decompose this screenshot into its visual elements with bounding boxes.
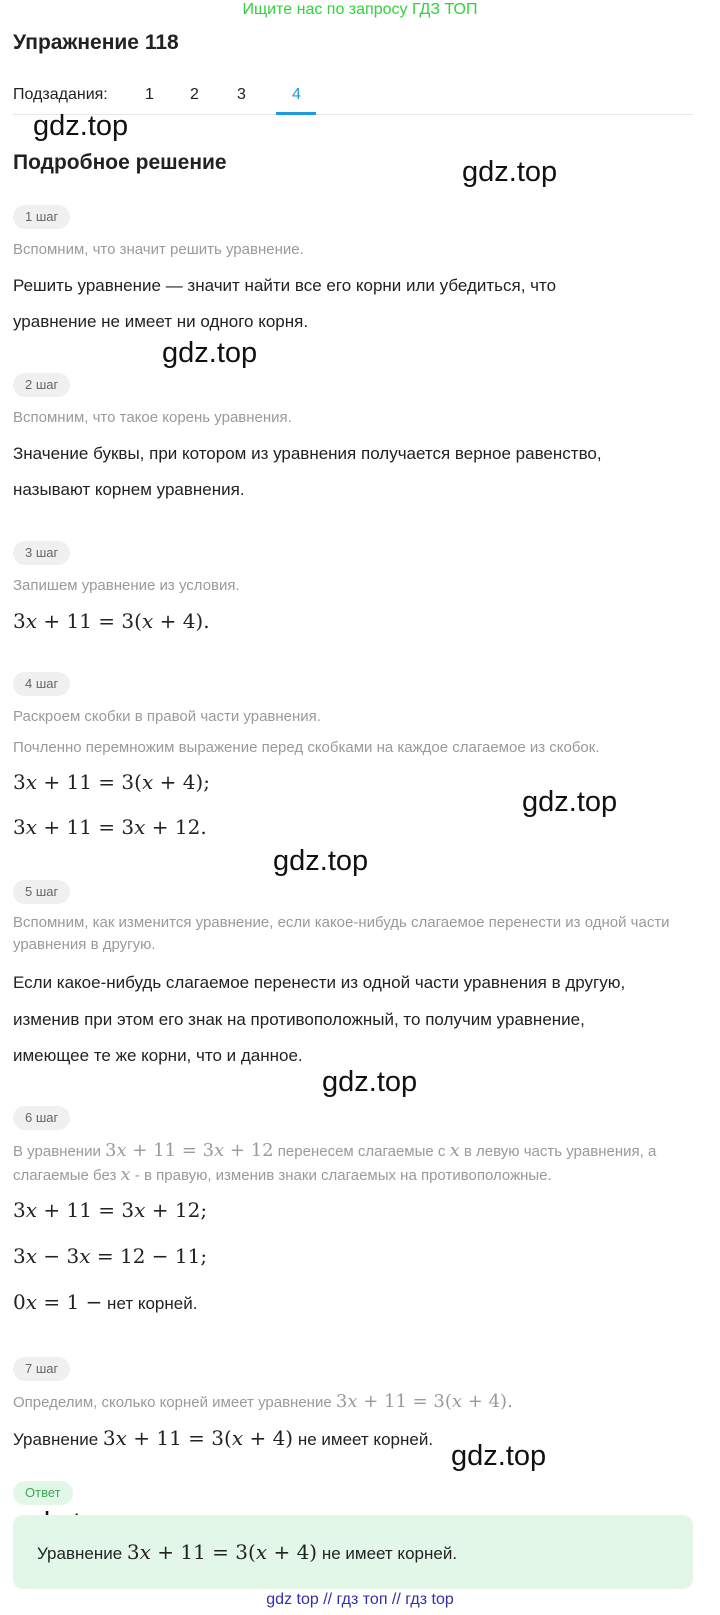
active-tab-indicator [276,112,316,115]
step-text: изменив при этом его знак на противоположный, то получим уравнение, [13,1010,585,1029]
step-hint [13,1140,656,1161]
inline-math: 3x + 11 = 3x + 12 [105,1140,274,1161]
page-title: Упражнение 118 [13,31,179,54]
step-hint: Запишем уравнение из условия. [13,577,240,594]
inline-math: x [120,1164,131,1185]
step-badge: 3 шаг [13,541,70,565]
math-line: 3x + 11 = 3x + 12; [13,1198,208,1222]
footer-links[interactable]: gdz top // гдз топ // гдз top [266,1591,454,1608]
step-text: называют корнем уравнения. [13,480,245,499]
text-part: Уравнение [37,1544,127,1563]
step-text [13,1426,433,1450]
math-comment: нет корней. [102,1294,198,1313]
math-line: 3x + 11 = 3(x + 4); [13,770,210,794]
math-line: 3x − 3x = 12 − 11; [13,1244,208,1268]
inline-math: 3x + 11 = 3(x + 4) [126,1540,318,1564]
step-text: Решить уравнение — значит найти все его корни или убедиться, что [13,276,557,295]
step-badge: 2 шаг [13,373,70,397]
answer-text [37,1540,457,1564]
text-part: Уравнение [13,1430,103,1449]
math-line [13,1290,197,1314]
step-hint: Раскроем скобки в правой части уравнения. [13,708,321,725]
step-text: уравнение не имеет ни одного корня. [13,312,309,331]
step-badge: 1 шаг [13,205,70,229]
step-hint: Вспомним, как изменится уравнение, если какое-нибудь слагаемое перенести из одной части уравнения в другую. [13,914,670,953]
step-badge: 4 шаг [13,672,70,696]
promo-banner: Ищите нас по запросу ГДЗ ТОП [242,1,478,18]
subtasks-label: Подзадания: [13,86,108,103]
answer-badge: Ответ [13,1481,73,1505]
watermark: gdz.top [273,845,369,877]
inline-math: 3x + 11 = 3(x + 4). [335,1391,513,1412]
tab-subtask-1[interactable]: 1 [145,86,154,103]
step-hint: Вспомним, что такое корень уравнения. [13,409,292,426]
text-part: не имеет корней. [317,1544,458,1563]
step-badge: 7 шаг [13,1357,70,1381]
step-badge: 5 шаг [13,880,70,904]
section-title: Подробное решение [13,151,227,174]
watermark: gdz.top [462,156,558,188]
math-expression: 0x = 1 − [13,1290,103,1314]
hint-text: слагаемые без [13,1167,121,1184]
step-badge: 6 шаг [13,1106,70,1130]
hint-text: перенесем слагаемые с [273,1143,450,1160]
hint-text: Определим, сколько корней имеет уравнение [13,1394,336,1411]
watermark: gdz.top [522,786,618,818]
step-hint: Вспомним, что значит решить уравнение. [13,241,304,258]
step-hint [13,1164,552,1185]
watermark: gdz.top [33,110,129,142]
step-hint: Почленно перемножим выражение перед скобками на каждое слагаемое из скобок. [13,739,600,756]
tab-subtask-2[interactable]: 2 [190,86,199,103]
hint-text: в левую часть уравнения, а [459,1143,657,1160]
inline-math: x [449,1140,460,1161]
tab-subtask-4[interactable]: 4 [292,86,301,103]
math-line: 3x + 11 = 3x + 12. [13,815,207,839]
step-hint [13,1391,513,1412]
step-text: имеющее те же корни, что и данное. [13,1046,303,1065]
text-part: не имеет корней. [293,1430,434,1449]
hint-text: В уравнении [13,1143,105,1160]
math-line: 3x + 11 = 3(x + 4). [13,609,210,633]
watermark: gdz.top [322,1066,418,1098]
watermark: gdz.top [451,1440,547,1472]
step-text: Если какое-нибудь слагаемое перенести из одной части уравнения в другую, [13,973,626,992]
watermark: gdz.top [162,337,258,369]
step-text: Значение буквы, при котором из уравнения получается верное равенство, [13,444,602,463]
tab-subtask-3[interactable]: 3 [237,86,246,103]
hint-text: - в правую, изменив знаки слагаемых на противоположные. [130,1167,552,1184]
inline-math: 3x + 11 = 3(x + 4) [102,1426,294,1450]
